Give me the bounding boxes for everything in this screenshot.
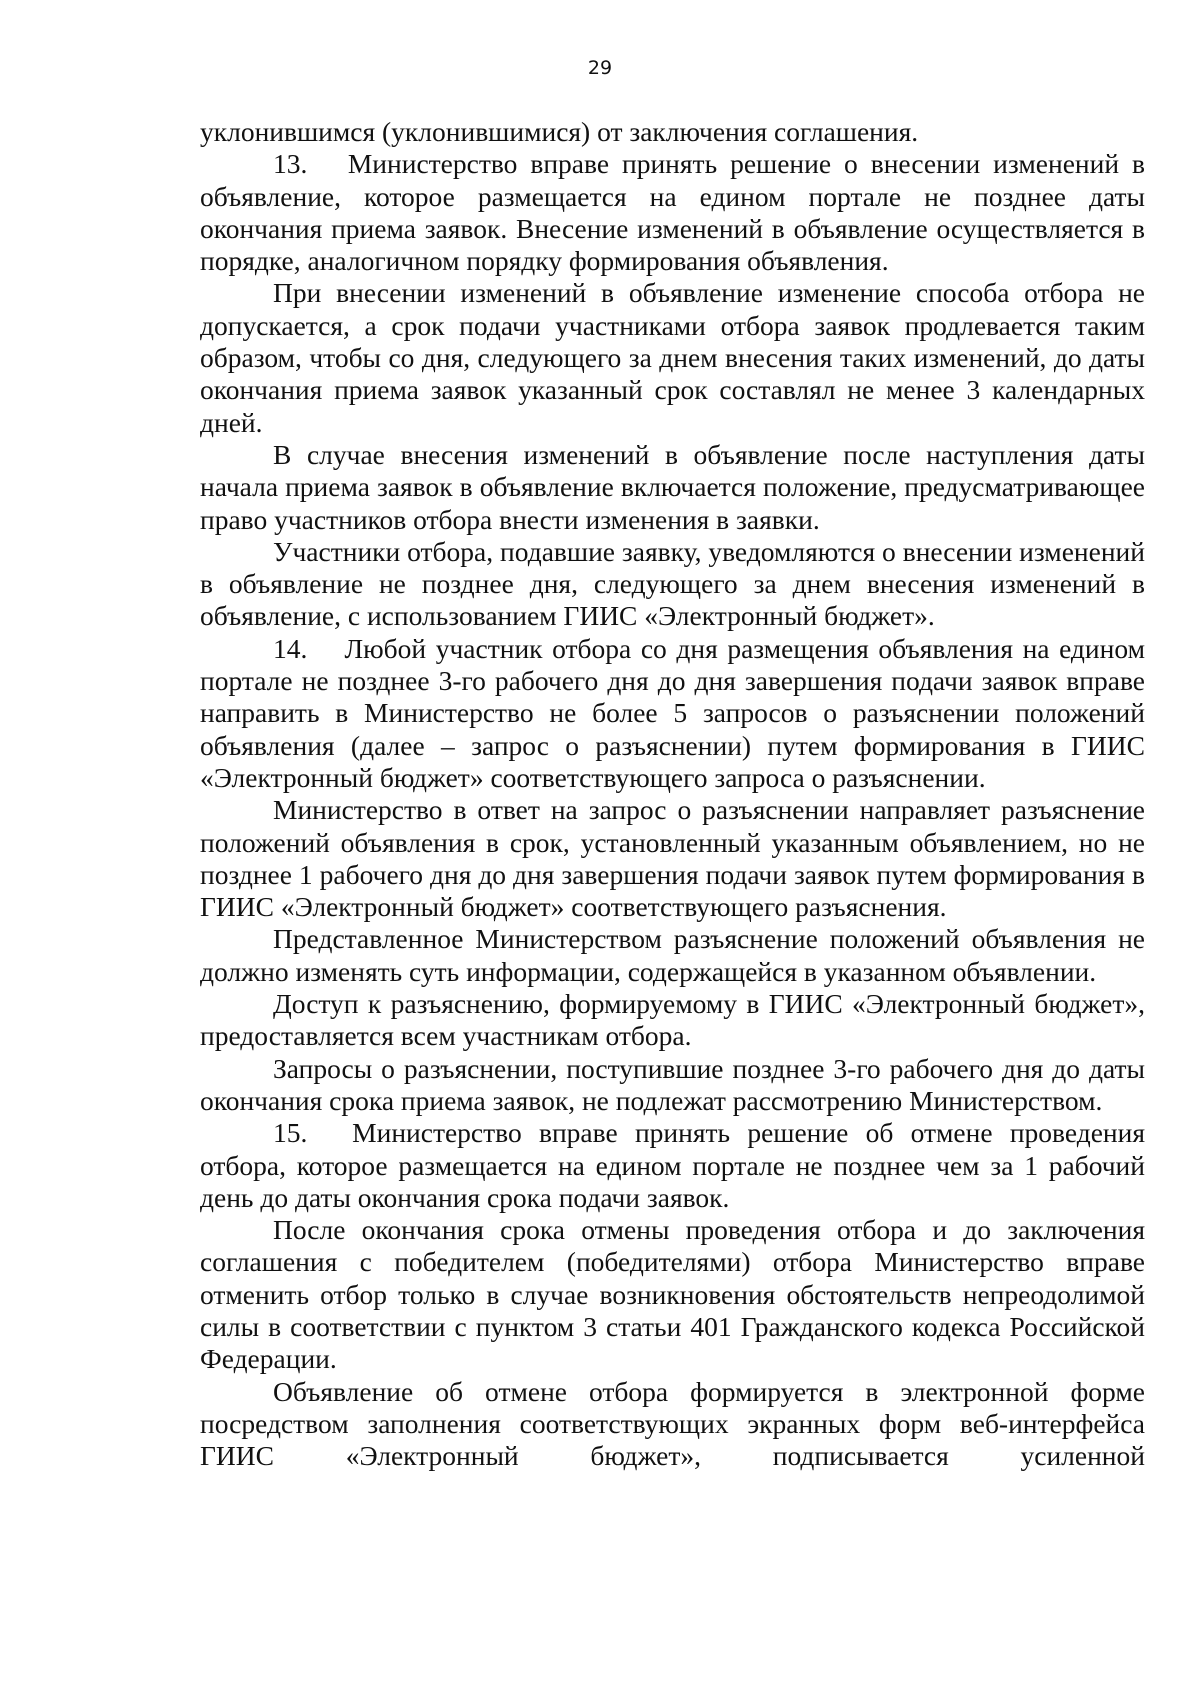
paragraph-item-13: 13. Министерство вправе принять решение о внесении изменений в объявление, которое размещается на едином портале не позднее даты окончания приема заявок. Внесение изменений в объявление осуществляется в порядке, аналогичном порядку формирования объявления. bbox=[200, 148, 1145, 277]
paragraph: При внесении изменений в объявление изменение способа отбора не допускается, а срок подачи участниками отбора заявок продлевается таким образом, чтобы со дня, следующего за днем внесения таких изменений, до даты окончания приема заявок указанный срок составлял не менее 3 календарных дней. bbox=[200, 277, 1145, 438]
paragraph: После окончания срока отмены проведения отбора и до заключения соглашения с победителем (победителями) отбора Министерство вправе отменить отбор только в случае возникновения обстоятельств непреодолимой силы в соответствии с пунктом 3 статьи 401 Гражданского кодекса Российской Федерации. bbox=[200, 1214, 1145, 1375]
paragraph: В случае внесения изменений в объявление после наступления даты начала приема заявок в объявление включается положение, предусматривающее право участников отбора внести изменения в заявки. bbox=[200, 438, 1145, 535]
document-body bbox=[200, 116, 1145, 1472]
paragraph: Участники отбора, подавшие заявку, уведомляются о внесении изменений в объявление не позднее дня, следующего за днем внесения изменений в объявление, с использованием ГИИС «Электронный бюджет». bbox=[200, 535, 1145, 632]
paragraph: Министерство в ответ на запрос о разъяснении направляет разъяснение положений объявления в срок, установленный указанным объявлением, но не позднее 1 рабочего дня до дня завершения подачи заявок путем формирования в ГИИС «Электронный бюджет» соответствующего разъяснения. bbox=[200, 794, 1145, 923]
paragraph: Запросы о разъяснении, поступившие позднее 3-го рабочего дня до даты окончания срока приема заявок, не подлежат рассмотрению Министерством. bbox=[200, 1052, 1145, 1116]
paragraph-continues-next-page: Объявление об отмене отбора формируется в электронной форме посредством заполнения соответствующих экранных форм веб-интерфейса ГИИС «Электронный бюджет», подписывается усиленной bbox=[200, 1375, 1145, 1472]
paragraph-item-14: 14. Любой участник отбора со дня размещения объявления на едином портале не позднее 3-го рабочего дня до дня завершения подачи заявок вправе направить в Министерство не более 5 запросов о разъяснении положений объявления (далее – запрос о разъяснении) путем формирования в ГИИС «Электронный бюджет» соответствующего запроса о разъяснении. bbox=[200, 632, 1145, 793]
paragraph: Доступ к разъяснению, формируемому в ГИИС «Электронный бюджет», предоставляется всем участникам отбора. bbox=[200, 988, 1145, 1052]
paragraph-item-15: 15. Министерство вправе принять решение об отмене проведения отбора, которое размещается на едином портале не позднее чем за 1 рабочий день до даты окончания срока подачи заявок. bbox=[200, 1117, 1145, 1213]
page-number: 29 bbox=[587, 57, 613, 79]
paragraph-continuation: уклонившимся (уклонившимися) от заключения соглашения. bbox=[200, 116, 919, 147]
paragraph: Представленное Министерством разъяснение положений объявления не должно изменять суть информации, содержащейся в указанном объявлении. bbox=[200, 923, 1145, 987]
